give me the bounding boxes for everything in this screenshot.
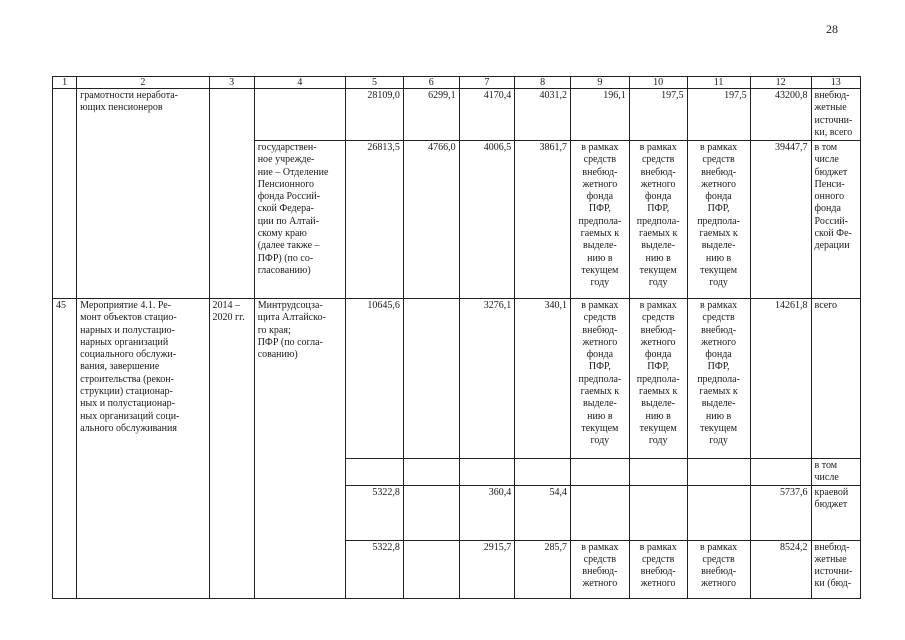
header-cell: 2 xyxy=(77,77,209,89)
value-cell: 196,1 xyxy=(570,89,629,141)
value-cell: 5322,8 xyxy=(346,485,404,540)
value-cell: 285,7 xyxy=(515,540,571,598)
header-cell: 12 xyxy=(750,77,811,89)
period-cell xyxy=(209,89,254,299)
value-cell: в рамках средств внебюд- жетного фонда ПФР, предпола- гаемых к выделе- нию в текущем году xyxy=(629,141,687,299)
value-cell: 10645,6 xyxy=(346,299,404,459)
header-cell: 3 xyxy=(209,77,254,89)
value-cell xyxy=(750,459,811,486)
value-cell xyxy=(403,485,459,540)
value-cell: 197,5 xyxy=(629,89,687,141)
source-cell: внебюд- жетные источни- ки (бюд- xyxy=(811,540,860,598)
value-cell: 3276,1 xyxy=(459,299,515,459)
value-cell: 28109,0 xyxy=(346,89,404,141)
header-cell: 5 xyxy=(346,77,404,89)
value-cell xyxy=(629,485,687,540)
value-cell: 3861,7 xyxy=(515,141,571,299)
value-cell: 39447,7 xyxy=(750,141,811,299)
page-number: 28 xyxy=(826,22,838,36)
value-cell: 6299,1 xyxy=(403,89,459,141)
source-cell: внебюд- жетные источни- ки, всего xyxy=(811,89,860,141)
row-number-cell xyxy=(53,89,77,299)
value-cell xyxy=(687,485,750,540)
executor-cell: государствен- ное учрежде- ние – Отделение Пенсионного фонда Россий- ской Федера- ции по Алтай- скому краю (далее также – ПФР) (по со- гласованию) xyxy=(254,141,345,299)
value-cell xyxy=(346,459,404,486)
value-cell xyxy=(570,459,629,486)
value-cell: 4766,0 xyxy=(403,141,459,299)
value-cell: в рамках средств внебюд- жетного фонда ПФР, предпола- гаемых к выделе- нию в текущем году xyxy=(629,299,687,459)
value-cell xyxy=(629,459,687,486)
period-cell: 2014 – 2020 гг. xyxy=(209,299,254,599)
value-cell xyxy=(403,540,459,598)
header-cell: 4 xyxy=(254,77,345,89)
header-cell: 6 xyxy=(403,77,459,89)
source-cell: всего xyxy=(811,299,860,459)
value-cell: 26813,5 xyxy=(346,141,404,299)
header-cell: 9 xyxy=(570,77,629,89)
executor-cell: Минтрудсоцза- щита Алтайско- го края; ПФР (по согла- сованию) xyxy=(254,299,345,599)
measure-name-cell: Мероприятие 4.1. Ре- монт объектов стацио- нарных и полустацио- нарных организаций социального обслужи- вания, завершение строительства (рекон- струкции) стационар- ных и полустационар- ных организаций соци- ального обслуживания xyxy=(77,299,209,599)
value-cell xyxy=(515,459,571,486)
value-cell xyxy=(403,459,459,486)
value-cell: 14261,8 xyxy=(750,299,811,459)
program-table xyxy=(52,76,861,599)
value-cell xyxy=(570,485,629,540)
value-cell: 8524,2 xyxy=(750,540,811,598)
value-cell: в рамках средств внебюд- жетного фонда ПФР, предпола- гаемых к выделе- нию в текущем году xyxy=(687,299,750,459)
header-cell: 1 xyxy=(53,77,77,89)
value-cell: в рамках средств внебюд- жетного фонда ПФР, предпола- гаемых к выделе- нию в текущем году xyxy=(687,141,750,299)
value-cell: 197,5 xyxy=(687,89,750,141)
value-cell xyxy=(687,459,750,486)
header-cell: 11 xyxy=(687,77,750,89)
value-cell: 54,4 xyxy=(515,485,571,540)
value-cell: 5322,8 xyxy=(346,540,404,598)
header-cell: 10 xyxy=(629,77,687,89)
row-number-cell: 45 xyxy=(53,299,77,599)
value-cell xyxy=(403,299,459,459)
header-cell: 7 xyxy=(459,77,515,89)
value-cell: 4031,2 xyxy=(515,89,571,141)
value-cell: в рамках средств внебюд- жетного xyxy=(570,540,629,598)
value-cell: 340,1 xyxy=(515,299,571,459)
source-cell: в том числе xyxy=(811,459,860,486)
source-cell: краевой бюджет xyxy=(811,485,860,540)
executor-cell xyxy=(254,89,345,141)
column-number-header xyxy=(53,77,861,89)
measure-name-cell: грамотности неработа- ющих пенсионеров xyxy=(77,89,209,299)
value-cell: в рамках средств внебюд- жетного фонда ПФР, предпола- гаемых к выделе- нию в текущем году xyxy=(570,299,629,459)
value-cell: в рамках средств внебюд- жетного xyxy=(629,540,687,598)
value-cell: 360,4 xyxy=(459,485,515,540)
table-row xyxy=(53,299,861,459)
value-cell xyxy=(459,459,515,486)
value-cell: 5737,6 xyxy=(750,485,811,540)
header-cell: 8 xyxy=(515,77,571,89)
table-row xyxy=(53,89,861,141)
value-cell: 43200,8 xyxy=(750,89,811,141)
value-cell: 2915,7 xyxy=(459,540,515,598)
value-cell: 4170,4 xyxy=(459,89,515,141)
value-cell: 4006,5 xyxy=(459,141,515,299)
value-cell: в рамках средств внебюд- жетного фонда ПФР, предпола- гаемых к выделе- нию в текущем году xyxy=(570,141,629,299)
source-cell: в том числе бюджет Пенси- онного фонда Россий- ской Фе- дерации xyxy=(811,141,860,299)
header-cell: 13 xyxy=(811,77,860,89)
value-cell: в рамках средств внебюд- жетного xyxy=(687,540,750,598)
